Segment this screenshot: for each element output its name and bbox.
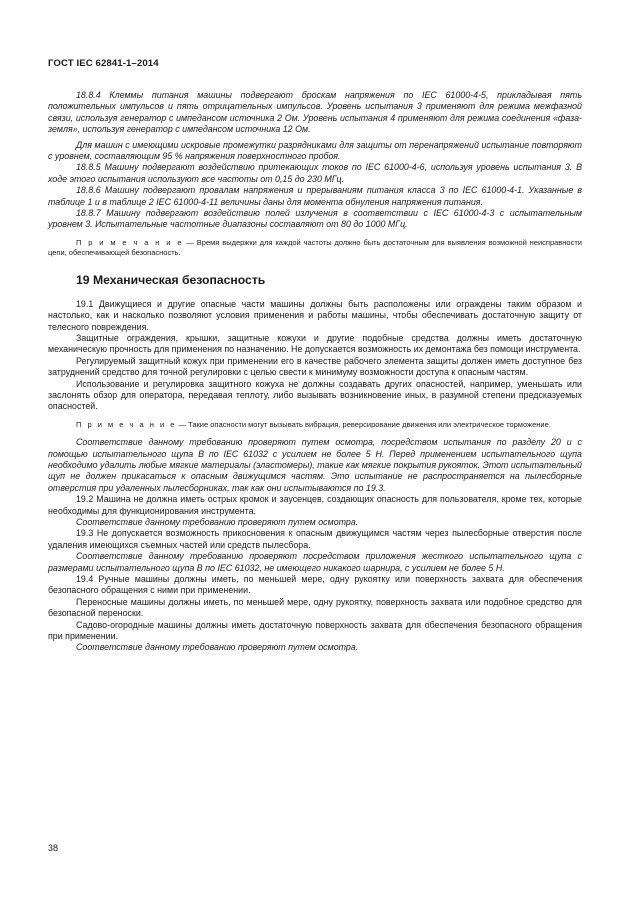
paragraph-guard-use: Использование и регулировка защитного кожуха не должны создавать других опасностей, например, уменьшать или заслонять обзор для оператора, передавая теплоту, либо вызывать возникновение иных, в разумной степени предсказуемых опасностей.	[48, 378, 582, 412]
paragraph-19-2: 19.2 Машина не должна иметь острых кромок и заусенцев, создающих опасность для пользователя, кроме тех, которые необходимы для функционирования инструмента.	[48, 494, 582, 516]
paragraph-adjustable-guard: Регулируемый защитный кожух при применении его в качестве рабочего элемента защиты должен иметь доступное без затруднений средство для точной регулировки с целью свести к минимуму возможности доступа к опасным частям.	[48, 355, 582, 378]
note-2	[48, 420, 582, 430]
paragraph-18-8-6: 18.8.6 Машину подвергают провалам напряжения и прерываниям питания класса 3 по IEC 61000-4-1. Указанные в таблице 1 и в таблице 2 IEC 61000-4-11 величины даны для момента обнуления напряжения питания.	[48, 185, 582, 207]
note-text: — Такие опасности могут вызывать вибрация, реверсирование движения или электрическое торможение.	[176, 419, 551, 429]
note-label: П р и м е ч а н и е	[76, 237, 184, 247]
section-title: 19 Механическая безопасность	[76, 272, 266, 287]
document-header: ГОСТ IEC 62841-1–2014	[48, 58, 159, 69]
paragraph-spark-gap: Для машин с имеющими искровые промежутки разрядниками для защиты от перенапряжений испытание повторяют с уровнем, составляющим 95 % напряжения поверхностного пробоя.	[48, 139, 582, 162]
paragraph-compliance-19-3: Соответствие данному требованию проверяют посредством приложения жесткого испытательного щупа с размерами испытательного щупа B по IEC 61032, не имеющего никакого шарнира, с усилием не более 5 Н.	[48, 551, 582, 573]
paragraph-19-3: 19.3 Не допускается возможность прикосновения к опасным движущимся частям через пылесборные отверстия после удаления имеющихся съемных частей или средств пылесбора.	[48, 528, 582, 550]
paragraph-portable: Переносные машины должны иметь, по меньшей мере, одну рукоятку, поверхность захвата или подобное средство для безопасной переноски.	[48, 596, 582, 619]
note-label: П р и м е ч а н и е	[76, 419, 177, 429]
note-text: — Время выдержки для каждой частоты должно быть достаточным для выявления возможной неисправности цепи, обеспечивающей безопасность.	[48, 237, 582, 258]
note-1	[48, 238, 582, 259]
paragraph-18-8-5: 18.8.5 Машину подвергают воздействию притекающих токов по IEC 61000-4-6, используя уровень испытания 3. В ходе этого испытания используют все частоты от 0,15 до 230 МГц.	[48, 162, 582, 184]
paragraph-19-4: 19.4 Ручные машины должны иметь, по меньшей мере, одну рукоятку или поверхность захвата для обеспечения безопасного обращения с ними при применении.	[48, 574, 582, 596]
paragraph-compliance-19-1: Соответствие данному требованию проверяют путем осмотра, посредством испытания по разделу 20 и с помощью испытательного щупа B по IEC 61032 с усилием не более 5 Н. Перед применением испытательного щупа необходимо удалить любые мягкие материалы (эластомеры), такие как мягкие покрытия рукояток. Этот испытательный щуп не должен прикасаться к опасным движущимся частям. Это испытание не распространяется на пылесборные отверстия при удаленных пылесборниках, так как они испытываются по 19.3.	[48, 437, 582, 493]
page-content	[48, 90, 582, 654]
paragraph-18-8-7: 18.8.7 Машину подвергают воздействию полей излучения в соответствии с IEC 61000-4-3 с испытательным уровнем 3. Испытательные частотные диапазоны составляют от 80 до 1000 МГц.	[48, 208, 582, 230]
paragraph-guards: Защитные ограждения, крышки, защитные кожухи и другие подобные средства должны иметь достаточную механическую прочность для применения по назначению. Не допускается возможность их демонтажа без помощи инструмента.	[48, 332, 582, 355]
paragraph-garden: Садово-огородные машины должны иметь достаточную поверхность захвата для обеспечения безопасного обращения при применении.	[48, 619, 582, 642]
paragraph-compliance-19-4: Соответствие данному требованию проверяют путем осмотра.	[76, 642, 359, 653]
page-number: 38	[48, 843, 59, 853]
paragraph-18-8-4: 18.8.4 Клеммы питания машины подвергают броскам напряжения по IEC 61000-4-5, прикладывая пять положительных импульсов и пять отрицательных импульсов. Уровень испытания 3 применяют для режима межфазной связи, используя генератор с импедансом источника 2 Ом. Уровень испытания 4 применяют для режима соединения «фаза-земля», используя генератор с импедансом источника 12 Ом.	[48, 90, 582, 135]
paragraph-compliance-19-2: Соответствие данному требованию проверяют путем осмотра.	[76, 517, 359, 527]
paragraph-19-1: 19.1 Движущиеся и другие опасные части машины должны быть расположены или ограждены таким образом и настолько, как и насколько позволяют условия применения и работы машины, чтобы обеспечивать достаточную защиту от телесного повреждения.	[48, 298, 582, 332]
